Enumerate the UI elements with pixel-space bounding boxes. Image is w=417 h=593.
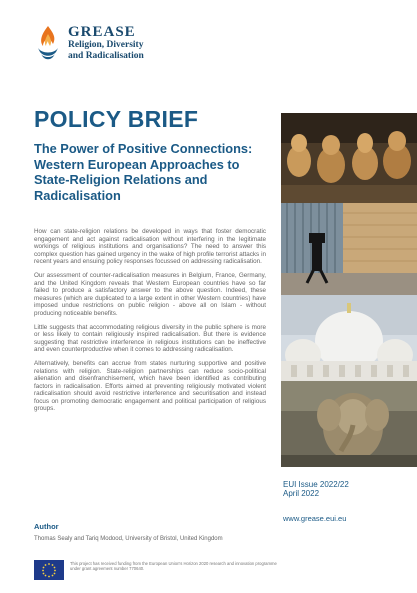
funding-text: This project has received funding from the European Union's Horizon 2020 research and innovation programme under grant agreement number 770640.	[70, 561, 277, 572]
summary-text	[34, 228, 266, 419]
issue-info	[283, 480, 349, 498]
logo-tagline-1: Religion, Diversity	[68, 40, 144, 50]
logo-tagline-2: and Radicalisation	[68, 51, 144, 61]
summary-paragraph-2: Our assessment of counter-radicalisation measures in Belgium, France, Germany, and the United Kingdom reveals that Western European countries have so far failed to produce a satisfactory answer to the above question. Indeed, these measures (which are duplicated to a large extent in other Western countries) have imposed undue restrictions on public religion - above all on Islam - without producing noticeable benefits.	[34, 271, 266, 317]
buddha-statues-photo	[281, 113, 417, 203]
funding-footer	[34, 560, 294, 584]
document-title: The Power of Positive Connections: Western European Approaches to State-Religion Relations and Radicalisation	[34, 141, 253, 203]
photo-column	[281, 113, 417, 467]
issue-date: April 2022	[283, 489, 320, 498]
summary-paragraph-3: Little suggests that accommodating religious diversity in the public sphere is more or less likely to contain religiously inspired radicalisation. But there is evidence suggesting that restrictive interference in religious institutions can be ineffective and even counterproductive when it comes to addressing radicalisation.	[34, 323, 266, 354]
mosque-domes-photo	[281, 295, 417, 381]
author-heading: Author	[34, 522, 59, 531]
flame-icon	[34, 24, 62, 64]
logo-name: GREASE	[68, 24, 136, 40]
issue-number: EUI Issue 2022/22	[283, 480, 349, 489]
document-kicker: POLICY BRIEF	[34, 106, 199, 132]
summary-paragraph-1: How can state-religion relations be developed in ways that foster democratic engagement and act against radicalisation without interfering in the legitimate workings of religious institutions and organisations? The need to answer this complex question has gained urgency in the wake of high profile terrorist attacks in recent years and ensuing policy responses focussed on addressing radicalisation.	[34, 228, 266, 266]
website-link[interactable]: www.grease.eui.eu	[283, 514, 347, 523]
grease-logo	[34, 22, 174, 80]
summary-paragraph-4: Alternatively, benefits can accrue from states nurturing supportive and positive relations with religion. State-religion partnerships can reduce socio-political alienation and disenfranchisement, which have been identified as contributing factors in radicalisation. Efforts aimed at preventing religiously motivated violent radicalisation should avoid restrictive interference and securitisation and instead focus on promoting democratic engagement and political participation of religious groups.	[34, 359, 266, 413]
ganesha-statue-photo	[281, 381, 417, 467]
man-walking-wall-photo	[281, 203, 417, 295]
logo-text	[68, 24, 144, 62]
author-names: Thomas Sealy and Tariq Modood, University of Bristol, United Kingdom	[34, 536, 223, 542]
eu-flag-icon	[34, 560, 64, 580]
